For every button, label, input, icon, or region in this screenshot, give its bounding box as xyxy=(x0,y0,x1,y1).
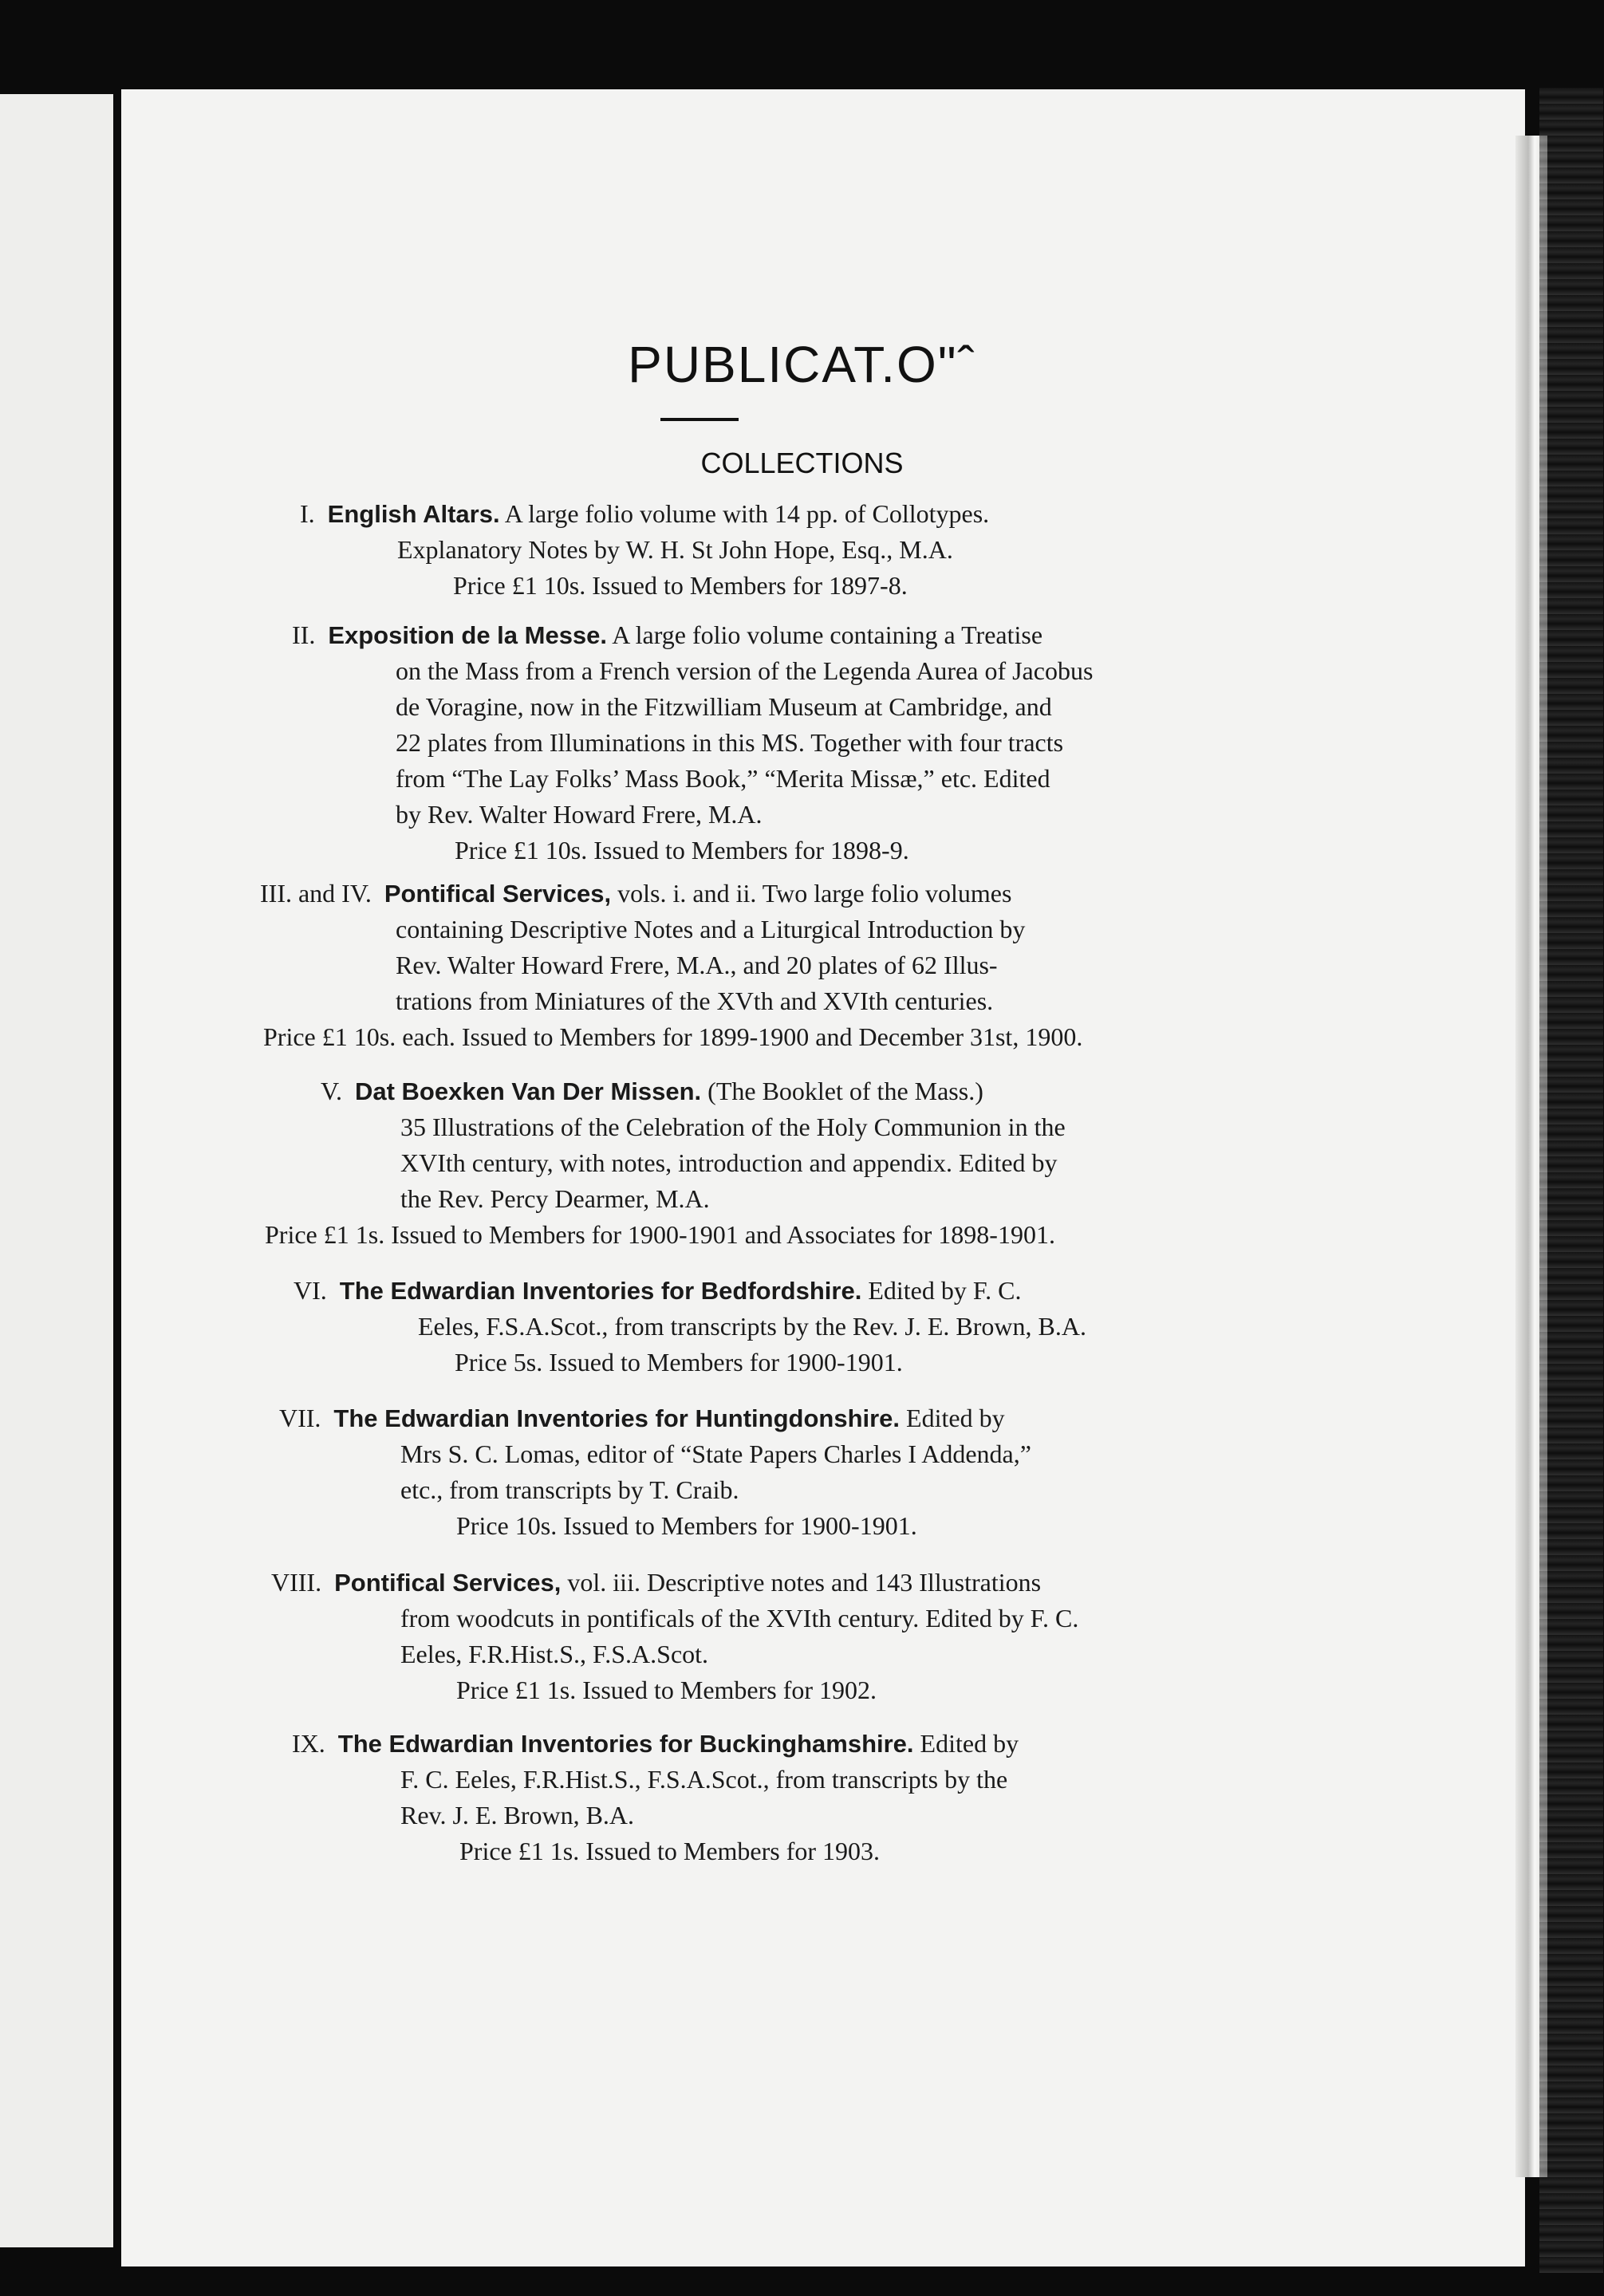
entry-line: Eeles, F.R.Hist.S., F.S.A.Scot. xyxy=(400,1640,709,1668)
entry-line: A large folio volume with 14 pp. of Collotypes. xyxy=(504,499,990,528)
entry-line: Rev. J. E. Brown, B.A. xyxy=(400,1801,635,1829)
entry-line: Edited by F. C. xyxy=(868,1276,1022,1305)
entry-title: English Altars. xyxy=(327,500,500,528)
section-heading: COLLECTIONS xyxy=(700,447,904,479)
entry-line: Edited by xyxy=(920,1729,1019,1758)
entry-line: Rev. Walter Howard Frere, M.A., and 20 plates of 62 Illus- xyxy=(396,951,998,979)
entry-price: Price £1 1s. Issued to Members for 1900-1901 and Associates for 1898-1901. xyxy=(265,1220,1055,1249)
publication-entry-7 xyxy=(279,1400,1153,1544)
entry-number: VIII. xyxy=(271,1568,322,1597)
entry-line: A large folio volume containing a Treatise xyxy=(612,620,1043,649)
entry-line: from “The Lay Folks’ Mass Book,” “Merita Missæ,” etc. Edited xyxy=(396,764,1050,793)
title-rule xyxy=(660,418,739,421)
page-title: PUBLICAT.O"ˆ xyxy=(628,336,976,393)
entry-line: from woodcuts in pontificals of the XVIth century. Edited by F. C. xyxy=(400,1604,1079,1632)
entry-line: vol. iii. Descriptive notes and 143 Illustrations xyxy=(567,1568,1042,1597)
entry-line: on the Mass from a French version of the Legenda Aurea of Jacobus xyxy=(396,656,1094,685)
entry-line: by Rev. Walter Howard Frere, M.A. xyxy=(396,800,763,829)
entry-title: Pontifical Services, xyxy=(334,1569,562,1597)
entry-number: I. xyxy=(300,499,315,528)
entry-line: Mrs S. C. Lomas, editor of “State Papers Charles I Addenda,” xyxy=(400,1439,1031,1468)
entry-price: Price £1 1s. Issued to Members for 1902. xyxy=(456,1676,877,1704)
entry-line: de Voragine, now in the Fitzwilliam Museum at Cambridge, and xyxy=(396,692,1052,721)
entry-number: IX. xyxy=(292,1729,325,1758)
entry-title: The Edwardian Inventories for Buckinghamshire. xyxy=(337,1730,914,1758)
entry-line: F. C. Eeles, F.R.Hist.S., F.S.A.Scot., from transcripts by the xyxy=(400,1765,1008,1794)
entry-price: Price 5s. Issued to Members for 1900-1901. xyxy=(455,1348,903,1376)
entry-line: XVIth century, with notes, introduction and appendix. Edited by xyxy=(400,1148,1058,1177)
entry-price: Price £1 1s. Issued to Members for 1903. xyxy=(459,1837,881,1865)
entry-line: (The Booklet of the Mass.) xyxy=(707,1077,983,1105)
publication-entry-9 xyxy=(292,1726,1153,1869)
entry-price: Price £1 10s. Issued to Members for 1897-8. xyxy=(453,571,908,600)
entry-line: trations from Miniatures of the XVth and XVIth centuries. xyxy=(396,987,994,1015)
publication-entry-6 xyxy=(294,1273,1155,1380)
book-edge xyxy=(1539,88,1603,2273)
publication-entry-1 xyxy=(300,496,1145,604)
entry-number: II. xyxy=(292,620,316,649)
entry-line: Eeles, F.S.A.Scot., from transcripts by the Rev. J. E. Brown, B.A. xyxy=(418,1312,1086,1341)
entry-title: The Edwardian Inventories for Bedfordshire. xyxy=(339,1277,862,1305)
entry-line: Explanatory Notes by W. H. St John Hope, Esq., M.A. xyxy=(397,535,953,564)
entry-line: Edited by xyxy=(906,1404,1005,1432)
publication-entry-5 xyxy=(265,1073,1152,1253)
entry-number: VII. xyxy=(279,1404,321,1432)
entry-line: 22 plates from Illuminations in this MS. Together with four tracts xyxy=(396,728,1064,757)
entry-price: Price 10s. Issued to Members for 1900-1901. xyxy=(456,1511,917,1540)
entry-number: V. xyxy=(321,1077,342,1105)
previous-page-edge xyxy=(0,94,113,2247)
entry-price: Price £1 10s. Issued to Members for 1898-9. xyxy=(455,836,909,864)
entry-title: Exposition de la Messe. xyxy=(328,621,608,649)
entry-price: Price £1 10s. each. Issued to Members for 1899-1900 and December 31st, 1900. xyxy=(263,1022,1083,1051)
entry-number: III. and IV. xyxy=(260,879,372,908)
publication-entry-8 xyxy=(271,1565,1153,1708)
entry-title: Dat Boexken Van Der Missen. xyxy=(354,1077,702,1105)
entry-title: The Edwardian Inventories for Huntingdonshire. xyxy=(333,1404,901,1432)
entry-line: 35 Illustrations of the Celebration of the Holy Communion in the xyxy=(400,1113,1066,1141)
publication-entry-2 xyxy=(292,617,1149,868)
entry-number: VI. xyxy=(294,1276,327,1305)
entry-title: Pontifical Services, xyxy=(384,880,612,908)
publication-entry-3-4 xyxy=(260,876,1153,1055)
entry-line: etc., from transcripts by T. Craib. xyxy=(400,1475,739,1504)
entry-line: vols. i. and ii. Two large folio volumes xyxy=(617,879,1012,908)
entry-line: the Rev. Percy Dearmer, M.A. xyxy=(400,1184,710,1213)
entry-line: containing Descriptive Notes and a Liturgical Introduction by xyxy=(396,915,1026,943)
